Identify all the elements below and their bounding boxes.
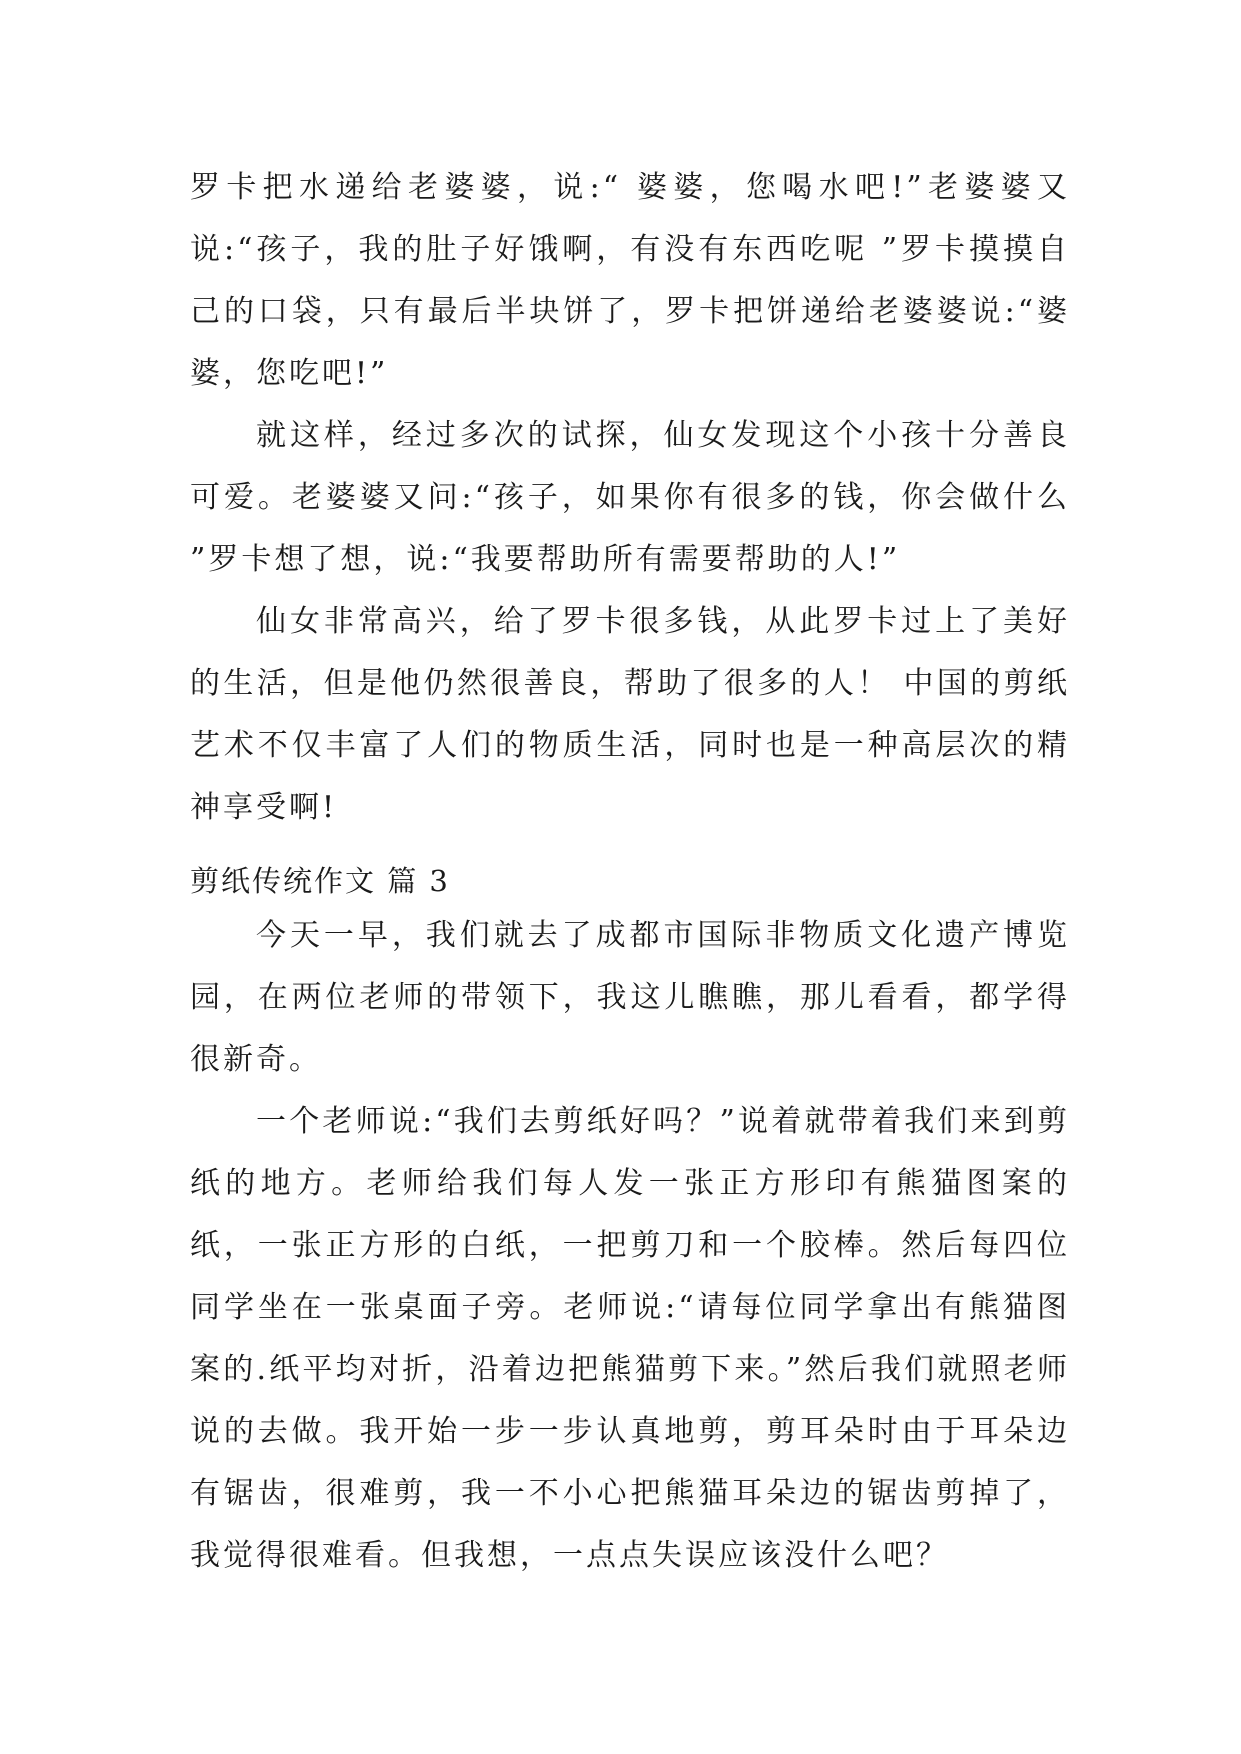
paragraph-paper-cutting: 一个老师说:“我们去剪纸好吗？”说着就带着我们来到剪纸的地方。老师给我们每人发一张正方形印有熊猫图案的纸，一张正方形的白纸，一把剪刀和一个胶棒。然后每四位同学坐在一张桌面子旁。老师说:“请每位同学拿出有熊猫图案的.纸平均对折，沿着边把熊猫剪下来。”然后我们就照老师说的去做。我开始一步一步认真地剪，剪耳朵时由于耳朵边有锯齿，很难剪，我一不小心把熊猫耳朵边的锯齿剪掉了，我觉得很难看。但我想，一点点失误应该没什么吧？: [190, 1104, 1070, 1573]
paragraph-fairy-rewards: 仙女非常高兴，给了罗卡很多钱，从此罗卡过上了美好的生活，但是他仍然很善良，帮助了很多的人！ 中国的剪纸艺术不仅丰富了人们的物质生活，同时也是一种高层次的精神享受啊!: [190, 604, 1070, 825]
essay-heading: 剪纸传统作文 篇 3: [190, 864, 450, 898]
essay-body: [190, 905, 1070, 1587]
paragraph-visit-park: 今天一早，我们就去了成都市国际非物质文化遗产博览园，在两位老师的带领下，我这儿瞧瞧，那儿看看，都学得很新奇。: [190, 918, 1070, 1077]
paragraph-fairy-tests: 就这样，经过多次的试探，仙女发现这个小孩十分善良可爱。老婆婆又问:“孩子，如果你有很多的钱，你会做什么 ”罗卡想了想，说:“我要帮助所有需要帮助的人!”: [190, 418, 1070, 577]
story-continuation: [190, 157, 1070, 839]
paragraph-luoka-gives-water: 罗卡把水递给老婆婆，说:“ 婆婆，您喝水吧!”老婆婆又说:“孩子，我的肚子好饿啊，有没有东西吃呢 ”罗卡摸摸自己的口袋，只有最后半块饼了，罗卡把饼递给老婆婆说:“婆婆，您吃吧!”: [190, 170, 1070, 391]
